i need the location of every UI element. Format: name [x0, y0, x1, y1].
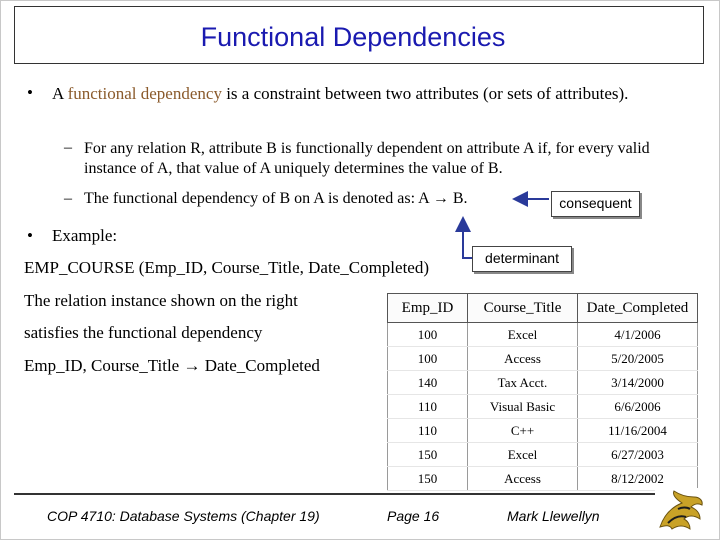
table-row	[388, 467, 698, 491]
cell-date-completed: 5/20/2005	[578, 347, 698, 371]
cell-date-completed: 4/1/2006	[578, 323, 698, 347]
footer-course: COP 4710: Database Systems (Chapter 19)	[47, 508, 320, 524]
consequent-callout: consequent	[551, 191, 640, 217]
cell-course-title: Access	[468, 467, 578, 491]
table-row	[388, 371, 698, 395]
cell-emp-id: 110	[388, 419, 468, 443]
cell-course-title: Excel	[468, 443, 578, 467]
cell-course-title: Excel	[468, 323, 578, 347]
table-row	[388, 347, 698, 371]
table-row	[388, 323, 698, 347]
cell-emp-id: 110	[388, 395, 468, 419]
slide-title: Functional Dependencies	[200, 22, 506, 52]
table-row	[388, 443, 698, 467]
example-text-line: The relation instance shown on the right	[24, 291, 298, 310]
relation-instance-table	[387, 293, 698, 491]
footer-author: Mark Llewellyn	[507, 508, 600, 524]
table-row	[388, 395, 698, 419]
column-header-date-completed: Date_Completed	[578, 294, 698, 323]
cell-course-title: C++	[468, 419, 578, 443]
cell-course-title: Access	[468, 347, 578, 371]
determinant-callout: determinant	[472, 246, 572, 272]
example-dependency: Emp_ID, Course_Title → Date_Completed	[24, 356, 320, 375]
column-header-emp-id: Emp_ID	[388, 294, 468, 323]
bullet-example: Example:	[52, 226, 118, 245]
sub-bullet-marker: –	[64, 139, 72, 156]
table-row	[388, 419, 698, 443]
footer-page-number: Page 16	[387, 508, 440, 524]
ucf-pegasus-logo-icon	[654, 487, 706, 533]
bullet-text-pre: A	[52, 84, 68, 103]
example-text-line: satisfies the functional dependency	[24, 323, 263, 342]
cell-emp-id: 140	[388, 371, 468, 395]
cell-course-title: Visual Basic	[468, 395, 578, 419]
sub-bullet-notation: The functional dependency of B on A is denoted as: A → B.	[84, 190, 468, 207]
cell-date-completed: 3/14/2000	[578, 371, 698, 395]
cell-date-completed: 8/12/2002	[578, 467, 698, 491]
cell-emp-id: 150	[388, 443, 468, 467]
term-functional-dependency: functional dependency	[67, 84, 222, 103]
slide-footer	[0, 493, 720, 540]
bullet-marker: •	[27, 83, 33, 102]
cell-emp-id: 100	[388, 347, 468, 371]
cell-emp-id: 150	[388, 467, 468, 491]
bullet-marker: •	[27, 226, 33, 245]
cell-emp-id: 100	[388, 323, 468, 347]
sub-bullet-marker: –	[64, 190, 72, 207]
table-header-row	[388, 294, 698, 323]
column-header-course-title: Course_Title	[468, 294, 578, 323]
cell-date-completed: 6/27/2003	[578, 443, 698, 467]
sub-bullet-definition: For any relation R, attribute B is functionally dependent on attribute A if, for every valid instance of A, that value of A uniquely determines the value of B.	[84, 140, 650, 177]
cell-date-completed: 11/16/2004	[578, 419, 698, 443]
relation-schema: EMP_COURSE (Emp_ID, Course_Title, Date_Completed)	[24, 258, 429, 277]
bullet-text-post: is a constraint between two attributes (or sets of attributes).	[221, 84, 629, 103]
cell-course-title: Tax Acct.	[468, 371, 578, 395]
bullet-definition	[52, 83, 680, 104]
cell-date-completed: 6/6/2006	[578, 395, 698, 419]
